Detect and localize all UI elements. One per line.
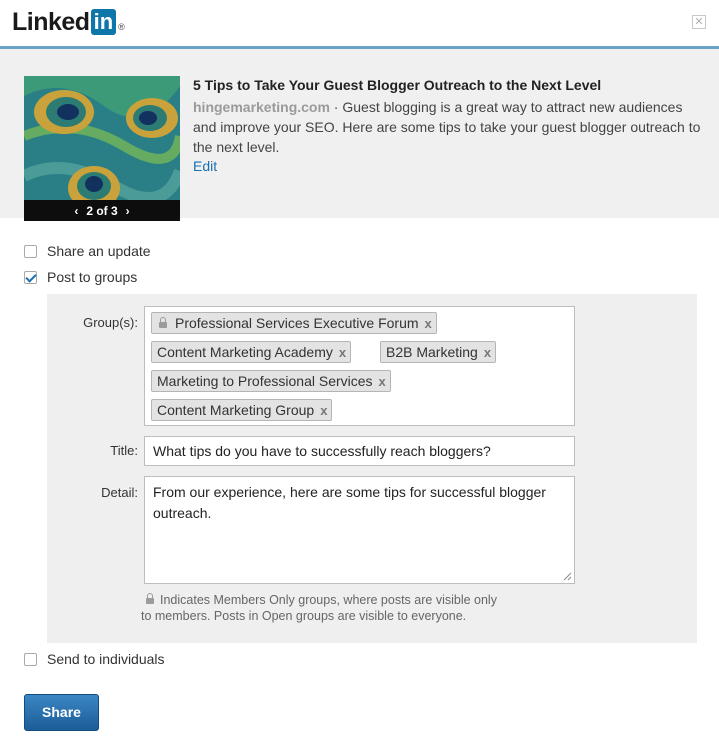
post-to-groups-checkbox[interactable]	[24, 271, 37, 284]
group-chip	[151, 399, 332, 421]
title-label: Title:	[110, 443, 138, 458]
edit-link[interactable]: Edit	[193, 158, 218, 174]
next-image-icon[interactable]: ›	[125, 203, 130, 218]
post-to-groups-label: Post to groups	[47, 269, 138, 285]
logo-wordmark: Linked	[12, 8, 90, 36]
resize-grip-icon[interactable]	[562, 571, 572, 581]
group-chip	[151, 370, 391, 392]
remove-group-icon[interactable]: x	[483, 344, 492, 360]
send-to-individuals-label: Send to individuals	[47, 651, 165, 667]
detail-label: Detail:	[101, 485, 138, 500]
registered-mark: ®	[118, 22, 125, 32]
group-chip	[151, 312, 437, 334]
image-counter: 2 of 3	[86, 203, 118, 218]
prev-image-icon[interactable]: ‹	[74, 203, 79, 218]
remove-group-icon[interactable]: x	[424, 315, 432, 331]
detail-textarea[interactable]	[144, 476, 575, 584]
logo-in-box: in	[91, 9, 117, 35]
note-line-2: to members. Posts in Open groups are visible to everyone.	[141, 609, 467, 623]
share-button[interactable]: Share	[24, 694, 99, 731]
remove-group-icon[interactable]: x	[378, 373, 386, 389]
members-only-note	[141, 592, 574, 624]
article-description-block	[193, 97, 703, 157]
dialog-header	[0, 0, 719, 46]
group-chip-name: B2B Marketing	[386, 344, 478, 360]
image-pager	[24, 200, 180, 221]
group-chip	[380, 341, 496, 363]
share-update-option[interactable]	[24, 243, 151, 259]
remove-group-icon[interactable]: x	[338, 344, 347, 360]
article-thumbnail	[24, 76, 180, 221]
linkedin-logo	[12, 8, 125, 36]
note-line-1: Indicates Members Only groups, where posts are visible only	[160, 593, 497, 607]
article-title: 5 Tips to Take Your Guest Blogger Outreach to the Next Level	[193, 77, 602, 93]
group-chip-name: Professional Services Executive Forum	[175, 315, 419, 331]
group-chip-name: Content Marketing Academy	[157, 344, 333, 360]
group-chip	[151, 341, 351, 363]
remove-group-icon[interactable]: x	[320, 402, 328, 418]
lock-icon	[159, 322, 167, 328]
post-to-groups-option[interactable]	[24, 269, 137, 285]
source-separator: ·	[329, 99, 343, 115]
group-chip-name: Content Marketing Group	[157, 402, 315, 418]
share-update-label: Share an update	[47, 243, 151, 259]
title-input[interactable]	[144, 436, 575, 466]
lock-icon	[146, 598, 154, 604]
share-update-checkbox[interactable]	[24, 245, 37, 258]
article-description: Guest blogging is a great way to attract new audiences and improve your SEO. Here are some tips to take your guest blogger outreach to the next level.	[193, 99, 701, 155]
group-chip-name: Marketing to Professional Services	[157, 373, 373, 389]
send-to-individuals-checkbox[interactable]	[24, 653, 37, 666]
groups-label: Group(s):	[83, 315, 138, 330]
close-icon[interactable]: ✕	[692, 15, 706, 29]
send-to-individuals-option[interactable]	[24, 651, 165, 667]
article-source: hingemarketing.com	[193, 99, 330, 115]
